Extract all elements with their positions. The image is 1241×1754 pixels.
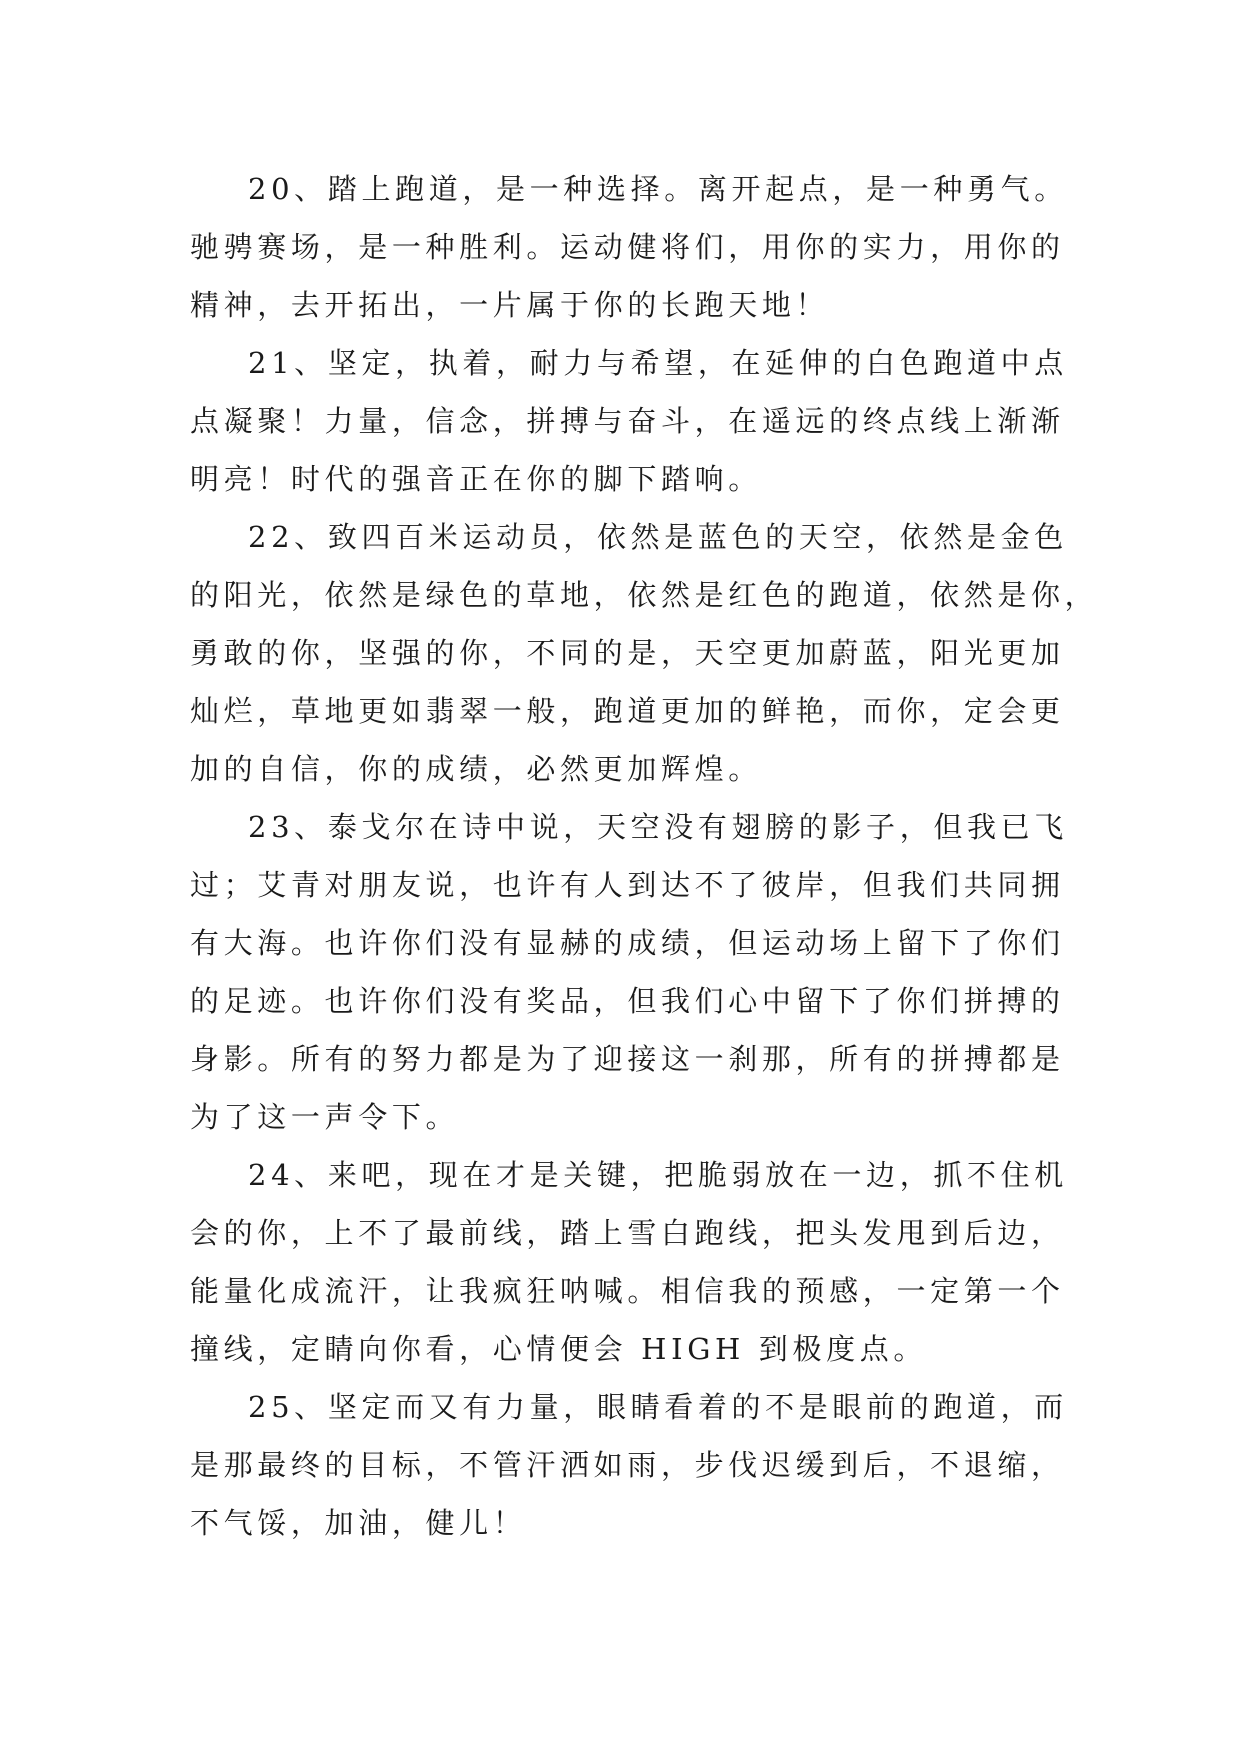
paragraph-21 bbox=[190, 334, 1070, 508]
document-body bbox=[190, 160, 1099, 1552]
paragraph-line: 25、坚定而又有力量，眼睛看着的不是眼前的跑道，而 bbox=[248, 1390, 1068, 1424]
paragraph-line: 20、踏上跑道，是一种选择。离开起点，是一种勇气。 bbox=[248, 172, 1068, 206]
paragraph-line: 21、坚定，执着，耐力与希望，在延伸的白色跑道中点 bbox=[248, 346, 1068, 380]
paragraph-24 bbox=[190, 1146, 1070, 1378]
paragraph-25 bbox=[190, 1378, 1070, 1552]
paragraph-22 bbox=[190, 508, 1099, 798]
paragraph-line: 加的自信，你的成绩，必然更加辉煌。 bbox=[190, 752, 762, 786]
paragraph-line: 过；艾青对朋友说，也许有人到达不了彼岸，但我们共同拥 bbox=[190, 868, 1065, 902]
paragraph-23 bbox=[190, 798, 1070, 1146]
paragraph-line: 会的你，上不了最前线，踏上雪白跑线，把头发甩到后边， bbox=[190, 1216, 1065, 1250]
paragraph-line: 撞线，定睛向你看，心情便会 HIGH 到极度点。 bbox=[190, 1332, 927, 1366]
paragraph-line: 23、泰戈尔在诗中说，天空没有翅膀的影子，但我已飞 bbox=[248, 810, 1068, 844]
paragraph-line: 身影。所有的努力都是为了迎接这一刹那，所有的拼搏都是 bbox=[190, 1042, 1065, 1076]
paragraph-line: 为了这一声令下。 bbox=[190, 1100, 460, 1134]
paragraph-line: 明亮！时代的强音正在你的脚下踏响。 bbox=[190, 462, 762, 496]
paragraph-line: 灿烂，草地更如翡翠一般，跑道更加的鲜艳，而你，定会更 bbox=[190, 694, 1065, 728]
paragraph-20 bbox=[190, 160, 1070, 334]
paragraph-line: 点凝聚！力量，信念，拼搏与奋斗，在遥远的终点线上渐渐 bbox=[190, 404, 1065, 438]
paragraph-line: 勇敢的你，坚强的你，不同的是，天空更加蔚蓝，阳光更加 bbox=[190, 636, 1065, 670]
paragraph-line: 有大海。也许你们没有显赫的成绩，但运动场上留下了你们 bbox=[190, 926, 1065, 960]
paragraph-line: 22、致四百米运动员，依然是蓝色的天空，依然是金色 bbox=[248, 520, 1068, 554]
paragraph-line: 的足迹。也许你们没有奖品，但我们心中留下了你们拼搏的 bbox=[190, 984, 1065, 1018]
paragraph-line: 24、来吧，现在才是关键，把脆弱放在一边，抓不住机 bbox=[248, 1158, 1068, 1192]
paragraph-line: 的阳光，依然是绿色的草地，依然是红色的跑道，依然是你， bbox=[190, 578, 1099, 612]
paragraph-line: 不气馁，加油，健儿！ bbox=[190, 1506, 527, 1540]
paragraph-line: 驰骋赛场，是一种胜利。运动健将们，用你的实力，用你的 bbox=[190, 230, 1065, 264]
paragraph-line: 是那最终的目标，不管汗洒如雨，步伐迟缓到后，不退缩， bbox=[190, 1448, 1065, 1482]
paragraph-line: 能量化成流汗，让我疯狂呐喊。相信我的预感，一定第一个 bbox=[190, 1274, 1065, 1308]
paragraph-line: 精神，去开拓出，一片属于你的长跑天地！ bbox=[190, 288, 830, 322]
